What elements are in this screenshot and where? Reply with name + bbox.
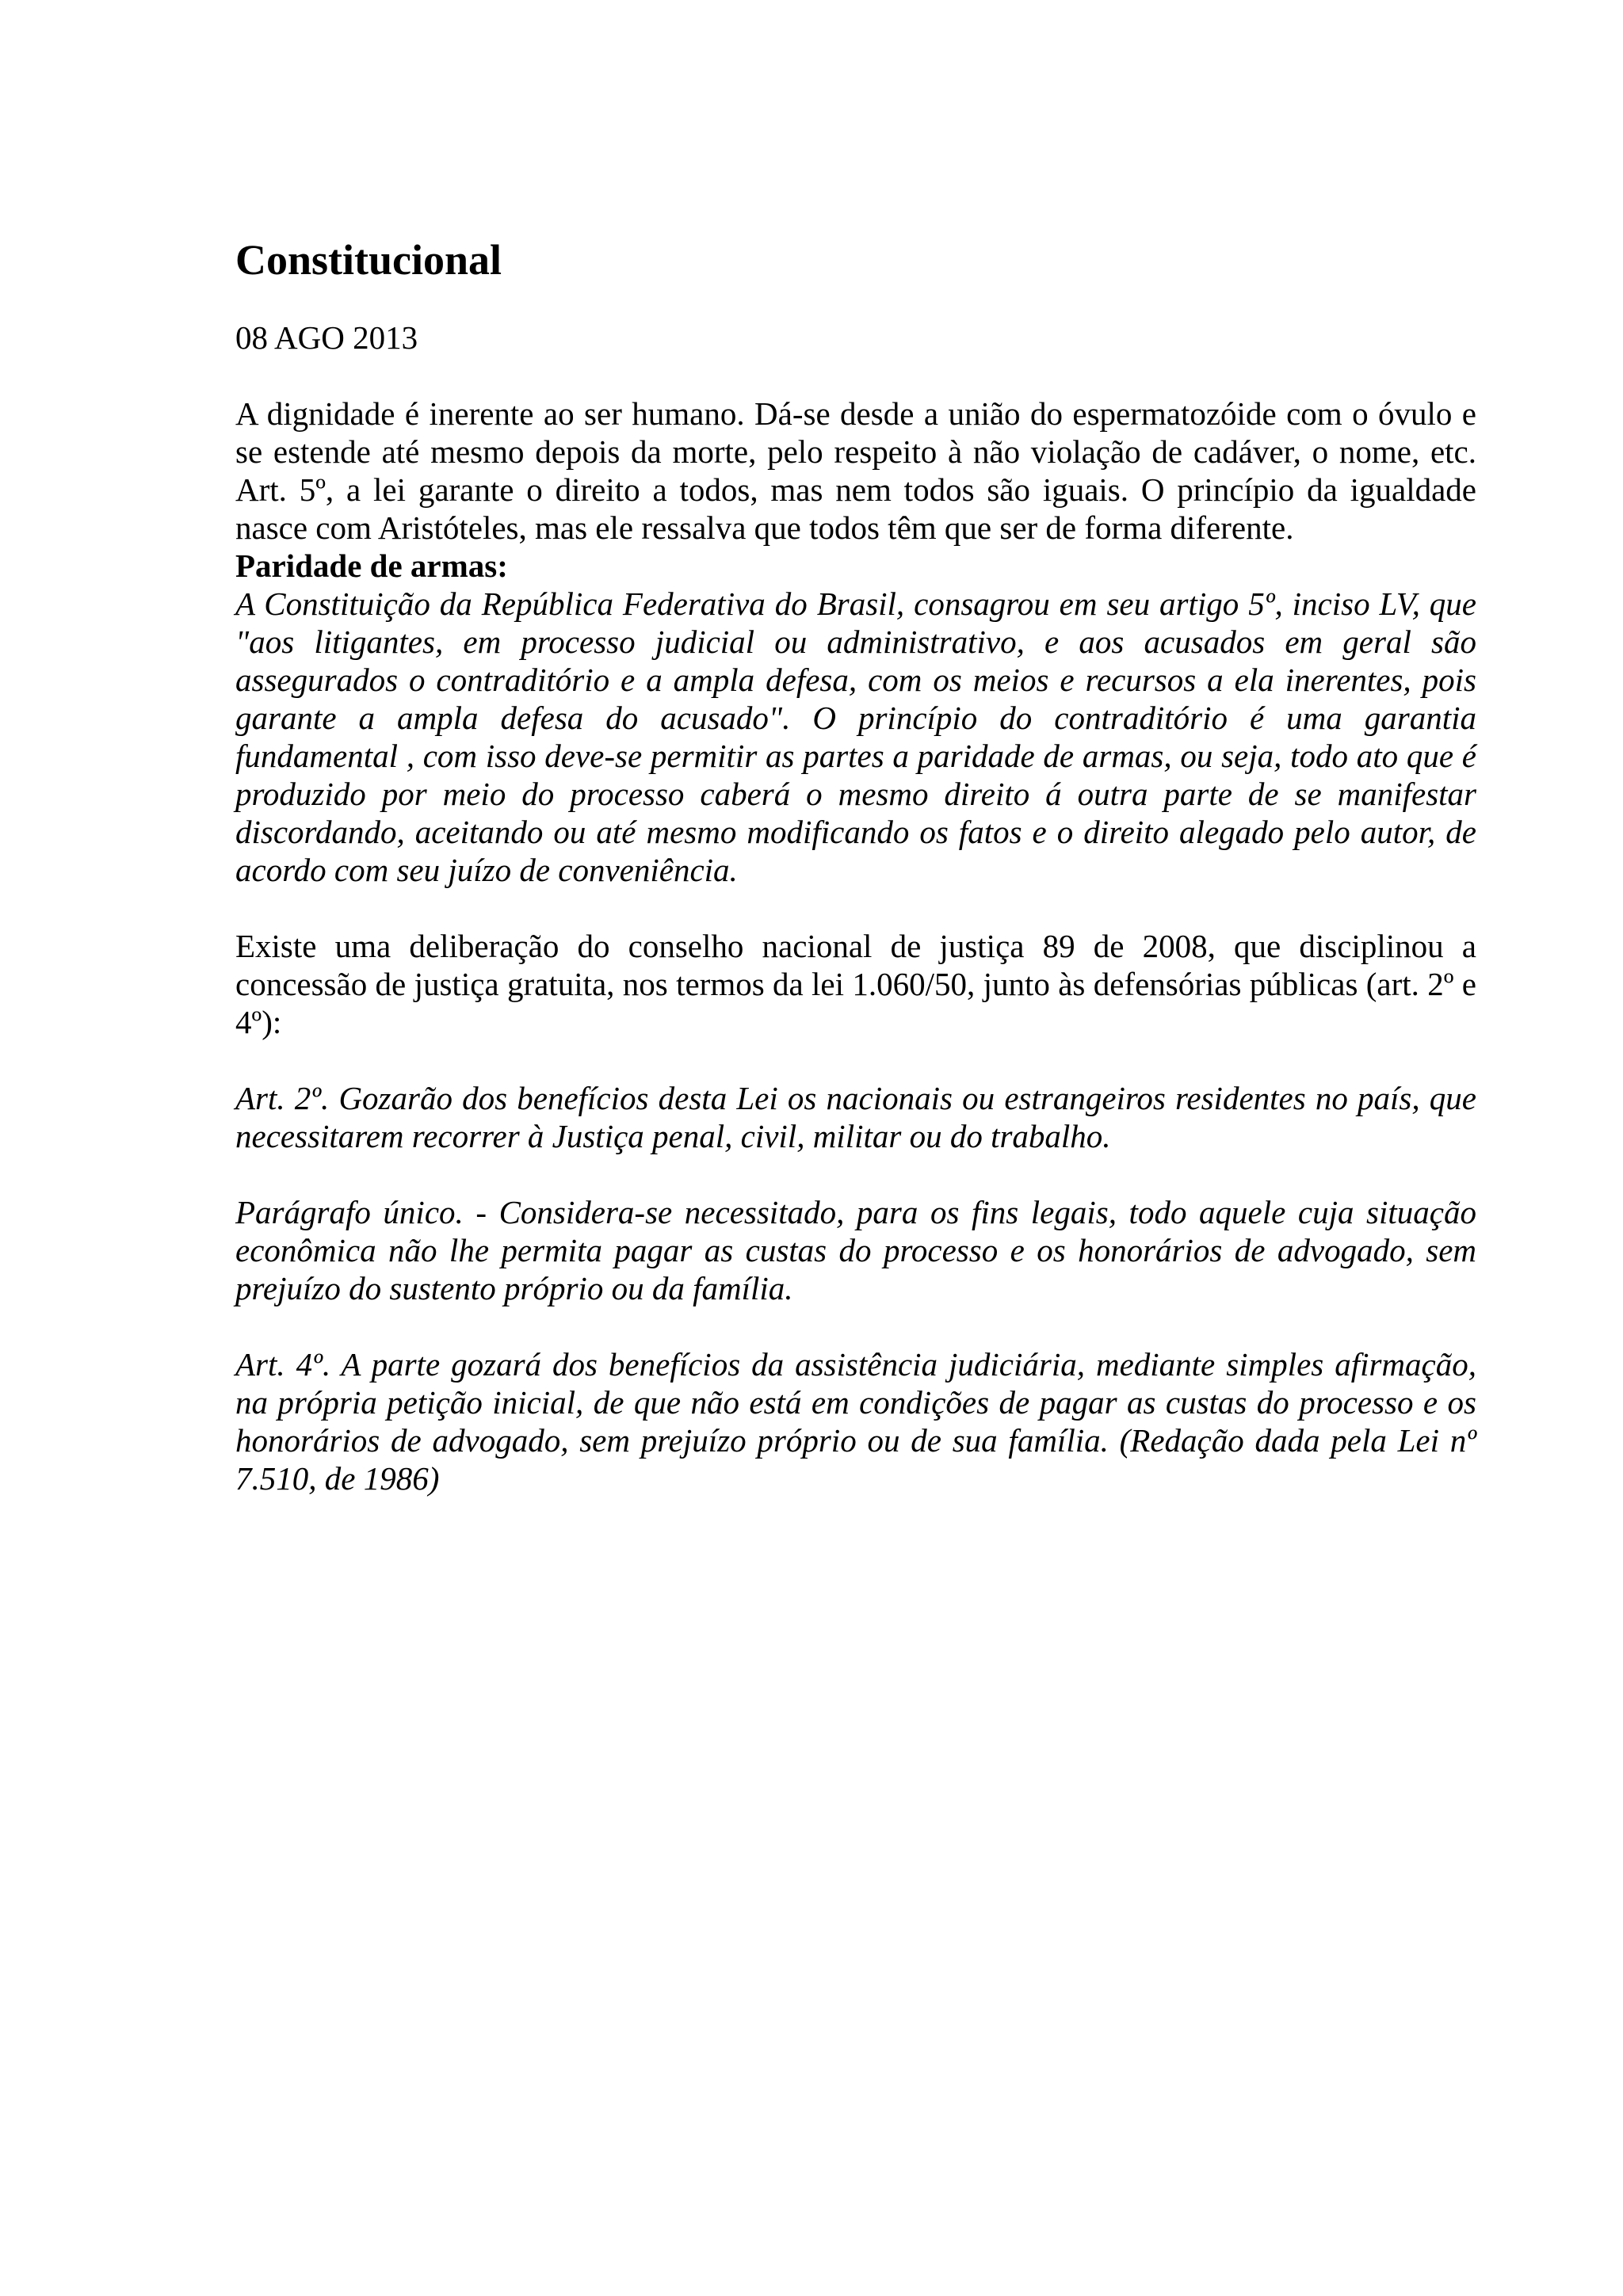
document-page [235,235,1476,1497]
deliberacao-paragraph: Existe uma deliberação do conselho nacional de justiça 89 de 2008, que disciplinou a concessão de justiça gratuita, nos termos da lei 1.060/50, junto às defensórias públicas (art. 2º e 4º): [235,928,1476,1040]
paridade-heading: Paridade de armas: [235,547,508,584]
art2-paragraph: Art. 2º. Gozarão dos benefícios desta Lei os nacionais ou estrangeiros residentes no país, que necessitarem recorrer à Justiça penal, civil, militar ou do trabalho. [235,1080,1476,1154]
art4-paragraph: Art. 4º. A parte gozará dos benefícios da assistência judiciária, mediante simples afirmação, na própria petição inicial, de que não está em condições de pagar as custas do processo e os honorários de advogado, sem prejuízo próprio ou de sua família. (Redação dada pela Lei nº 7.510, de 1986) [235,1346,1476,1497]
document-title: Constitucional [235,236,502,284]
paridade-paragraph: A Constituição da República Federativa do Brasil, consagrou em seu artigo 5º, inciso LV, que "aos litigantes, em processo judicial ou administrativo, e aos acusados em geral são assegurados o contraditório e a ampla defesa, com os meios e recursos a ela inerentes, pois garante a ampla defesa do acusado". O princípio do contraditório é uma garantia fundamental , com isso deve-se permitir as partes a paridade de armas, ou seja, todo ato que é produzido por meio do processo caberá o mesmo direito á outra parte de se manifestar discordando, aceitando ou até mesmo modificando os fatos e o direito alegado pelo autor, de acordo com seu juízo de conveniência. [235,585,1476,888]
intro-paragraph: A dignidade é inerente ao ser humano. Dá-se desde a união do espermatozóide com o óvulo e se estende até mesmo depois da morte, pelo respeito à não violação de cadáver, o nome, etc. Art. 5º, a lei garante o direito a todos, mas nem todos são iguais. O princípio da igualdade nasce com Aristóteles, mas ele ressalva que todos têm que ser de forma diferente. [235,395,1476,546]
paragrafo-unico-paragraph: Parágrafo único. - Considera-se necessitado, para os fins legais, todo aquele cuja situação econômica não lhe permita pagar as custas do processo e os honorários de advogado, sem prejuízo do sustento próprio ou da família. [235,1194,1476,1306]
document-date: 08 AGO 2013 [235,319,418,356]
